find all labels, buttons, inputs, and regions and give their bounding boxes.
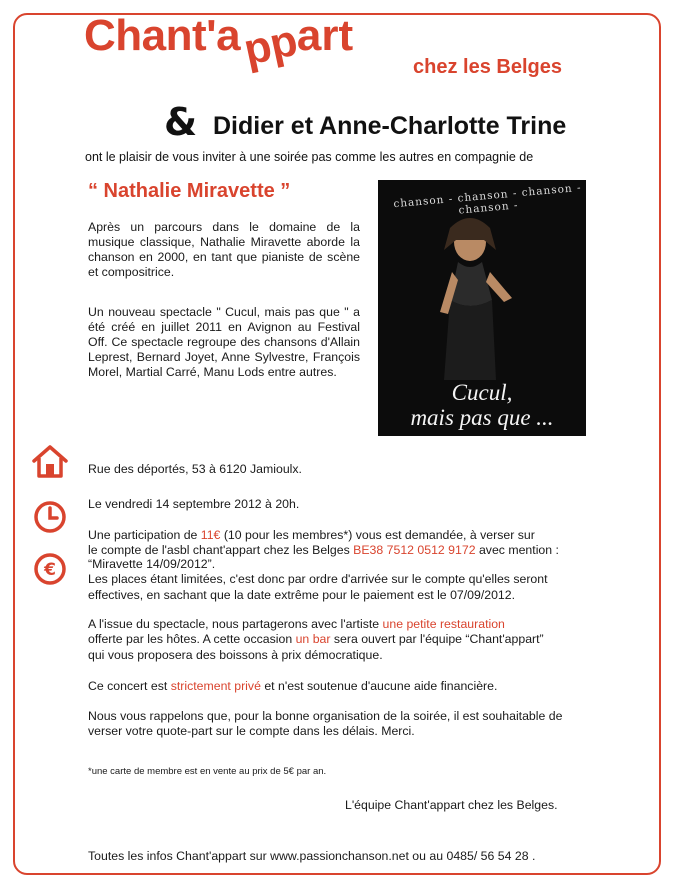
footnote: *une carte de membre est en vente au prix de 5€ par an. xyxy=(88,766,327,777)
svg-text:€: € xyxy=(44,560,56,580)
private-highlight: strictement privé xyxy=(170,679,261,693)
logo-text: hant'a xyxy=(115,11,241,60)
poster-caption-1: Cucul, xyxy=(451,380,513,405)
show-poster xyxy=(378,180,586,436)
after-highlight: un bar xyxy=(295,632,331,646)
after-highlight: une petite restauration xyxy=(382,617,505,631)
fee-line-4: Les places étant limitées, c'est donc par ordre d'arrivée sur le compte qu'elles seront xyxy=(88,572,548,586)
after-text: offerte par les hôtes. A cette occasion xyxy=(88,632,296,646)
clock-icon xyxy=(31,498,69,536)
fee-price: 11€ xyxy=(200,528,221,542)
logo-text-end: art xyxy=(296,11,354,60)
poster-caption-2: mais pas que ... xyxy=(410,405,554,430)
after-text: A l'issue du spectacle, nous partagerons avec l'artiste xyxy=(88,617,383,631)
private-text: Ce concert est xyxy=(88,679,171,693)
bank-account: BE38 7512 0512 9172 xyxy=(353,543,476,557)
date-line: Le vendredi 14 septembre 2012 à 20h. xyxy=(88,497,300,511)
artist-bio-1: Après un parcours dans le domaine de la musique classique, Nathalie Miravette aborde la chanson en 2000, en tant que pianiste de scène et compositrice. xyxy=(88,220,360,279)
invite-line: ont le plaisir de vous inviter à une soirée pas comme les autres en compagnie de xyxy=(85,150,534,164)
page-border xyxy=(13,13,661,875)
ampersand: & xyxy=(164,100,198,144)
fee-line-3: “Miravette 14/09/2012”. xyxy=(88,557,216,571)
private-line xyxy=(88,679,497,694)
after-line-2 xyxy=(88,632,544,647)
after-text: sera ouvert par l'équipe “Chant'appart” xyxy=(330,632,544,646)
fee-line-1 xyxy=(88,528,535,543)
logo-p: pp xyxy=(239,15,302,75)
fee-text: le compte de l'asbl chant'appart chez les Belges xyxy=(88,543,354,557)
footer-info: Toutes les infos Chant'appart sur www.passionchanson.net ou au 0485/ 56 54 28 . xyxy=(88,849,536,863)
after-line-1 xyxy=(88,617,505,632)
poster-band-text: chanson - chanson - chanson - chanson - xyxy=(392,181,583,217)
private-text: et n'est soutenue d'aucune aide financière. xyxy=(260,679,498,693)
house-icon xyxy=(30,442,70,480)
fee-text: Une participation de xyxy=(88,528,201,542)
fee-line-5: effectives, en sachant que la date extrême pour le paiement est le 07/09/2012. xyxy=(88,588,516,602)
artist-name: “ Nathalie Miravette ” xyxy=(88,180,291,202)
euro-icon xyxy=(31,550,69,588)
fee-line-2 xyxy=(88,543,559,558)
fee-text: (10 pour les membres*) vous est demandée, à verser sur xyxy=(220,528,535,542)
signature: L'équipe Chant'appart chez les Belges. xyxy=(345,798,558,812)
logo xyxy=(84,11,354,75)
logo-subtitle: chez les Belges xyxy=(413,56,562,78)
after-line-3: qui vous proposera des boissons à prix démocratique. xyxy=(88,648,383,662)
reminder-line-1: Nous vous rappelons que, pour la bonne organisation de la soirée, il est souhaitable de xyxy=(88,709,563,723)
artist-bio-2: Un nouveau spectacle " Cucul, mais pas que " a été créé en juillet 2011 en Avignon au Festival Off. Ce spectacle regroupe des chansons d'Allain Leprest, Bernard Joyet, Anne Sylvestre, François Morel, Martial Carré, Manu Lods entre autres. xyxy=(88,305,360,379)
hosts-line: Didier et Anne-Charlotte Trine xyxy=(213,112,567,140)
address-line: Rue des déportés, 53 à 6120 Jamioulx. xyxy=(88,462,302,476)
reminder-line-2: verser votre quote-part sur le compte dans les délais. Merci. xyxy=(88,724,415,738)
fee-text: avec mention : xyxy=(475,543,559,557)
logo-initial: C xyxy=(84,11,116,60)
